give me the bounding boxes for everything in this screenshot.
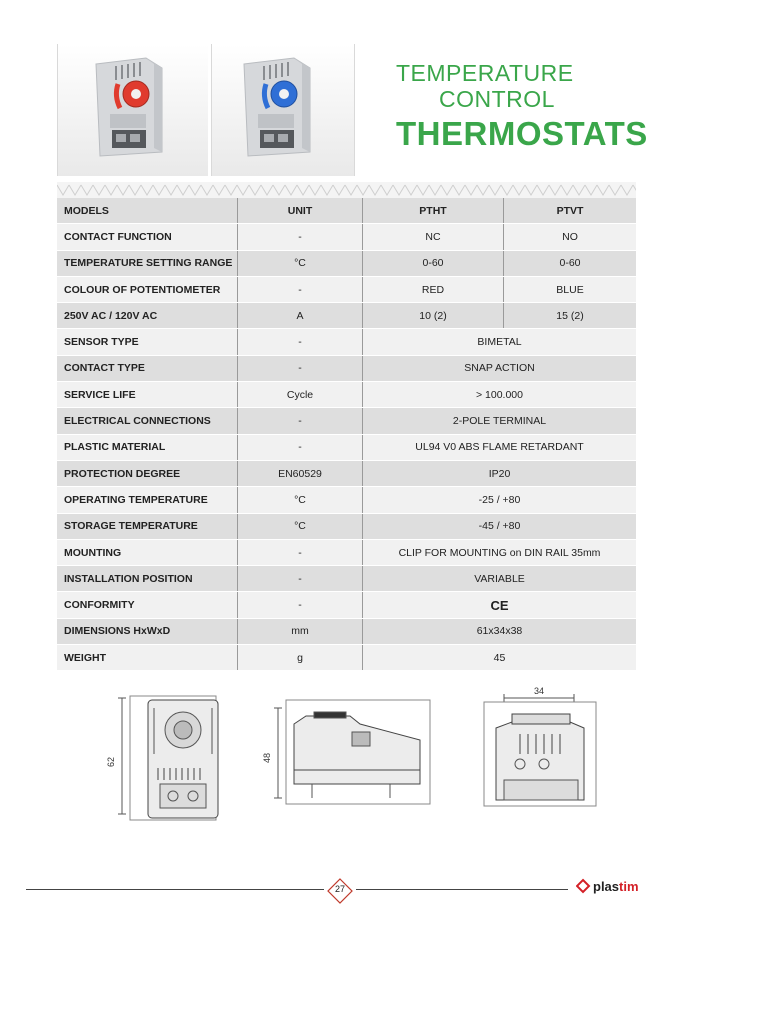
header-ptvt: PTVT <box>504 198 637 224</box>
row-value: 61x34x38 <box>363 618 637 644</box>
product-photo-red <box>57 44 208 176</box>
table-row <box>57 460 636 486</box>
footer-rule-left <box>26 889 324 890</box>
row-label: TEMPERATURE SETTING RANGE <box>57 250 238 276</box>
table-row <box>57 645 636 671</box>
row-label: COLOUR OF POTENTIOMETER <box>57 276 238 302</box>
decorative-zigzag-strip <box>57 182 636 198</box>
title-line-2: CONTROL <box>439 86 555 112</box>
row-label: CONFORMITY <box>57 592 238 618</box>
table-row <box>57 539 636 565</box>
row-value-ptht: RED <box>363 276 504 302</box>
row-value: VARIABLE <box>363 566 637 592</box>
row-value: CE <box>363 592 637 618</box>
row-unit: °C <box>238 487 363 513</box>
table-row <box>57 250 636 276</box>
table-row <box>57 224 636 250</box>
row-label: SERVICE LIFE <box>57 382 238 408</box>
row-unit: - <box>238 539 363 565</box>
page-title <box>396 60 648 156</box>
table-row <box>57 408 636 434</box>
page-number: 27 <box>334 884 345 894</box>
row-label: DIMENSIONS HxWxD <box>57 618 238 644</box>
row-unit: °C <box>238 513 363 539</box>
row-value-ptvt: BLUE <box>504 276 637 302</box>
table-row <box>57 487 636 513</box>
technical-drawings <box>100 684 600 834</box>
row-label: INSTALLATION POSITION <box>57 566 238 592</box>
row-value-ptht: 0-60 <box>363 250 504 276</box>
table-header-row <box>57 198 636 224</box>
table-row <box>57 618 636 644</box>
front-view-drawing <box>118 696 218 820</box>
row-unit: EN60529 <box>238 460 363 486</box>
svg-text:plastim: plastim <box>593 879 639 894</box>
depth-dimension-label: 48 <box>262 752 272 764</box>
row-value-ptvt: 0-60 <box>504 250 637 276</box>
row-unit: g <box>238 645 363 671</box>
row-value: SNAP ACTION <box>363 355 637 381</box>
table-row <box>57 355 636 381</box>
row-unit: - <box>238 329 363 355</box>
row-unit: - <box>238 224 363 250</box>
row-unit: - <box>238 408 363 434</box>
row-label: STORAGE TEMPERATURE <box>57 513 238 539</box>
specifications-table <box>57 198 636 671</box>
row-unit: - <box>238 434 363 460</box>
title-line-3: THERMOSTATS <box>396 115 648 152</box>
row-label: 250V AC / 120V AC <box>57 303 238 329</box>
row-value: -25 / +80 <box>363 487 637 513</box>
width-dimension-label: 34 <box>533 686 545 696</box>
row-unit: - <box>238 355 363 381</box>
row-label: PLASTIC MATERIAL <box>57 434 238 460</box>
page-number-badge <box>327 878 353 904</box>
row-value-ptht: 10 (2) <box>363 303 504 329</box>
title-line-1: TEMPERATURE <box>396 60 574 86</box>
plastim-logo <box>576 876 668 898</box>
row-value: BIMETAL <box>363 329 637 355</box>
table-row <box>57 382 636 408</box>
row-label: ELECTRICAL CONNECTIONS <box>57 408 238 434</box>
row-label: SENSOR TYPE <box>57 329 238 355</box>
header-unit: UNIT <box>238 198 363 224</box>
header-ptht: PTHT <box>363 198 504 224</box>
row-label: MOUNTING <box>57 539 238 565</box>
row-label: CONTACT FUNCTION <box>57 224 238 250</box>
row-value: 45 <box>363 645 637 671</box>
header-models: MODELS <box>57 198 238 224</box>
row-value: > 100.000 <box>363 382 637 408</box>
row-unit: - <box>238 276 363 302</box>
end-view-drawing <box>484 694 596 806</box>
product-photo-blue <box>211 44 355 176</box>
row-label: PROTECTION DEGREE <box>57 460 238 486</box>
row-value: 2-POLE TERMINAL <box>363 408 637 434</box>
row-value-ptvt: NO <box>504 224 637 250</box>
footer-rule-right <box>356 889 568 890</box>
row-value: -45 / +80 <box>363 513 637 539</box>
row-unit: °C <box>238 250 363 276</box>
row-label: CONTACT TYPE <box>57 355 238 381</box>
row-value: IP20 <box>363 460 637 486</box>
row-label: OPERATING TEMPERATURE <box>57 487 238 513</box>
row-value: CLIP FOR MOUNTING on DIN RAIL 35mm <box>363 539 637 565</box>
row-unit: Cycle <box>238 382 363 408</box>
row-value: UL94 V0 ABS FLAME RETARDANT <box>363 434 637 460</box>
table-row <box>57 303 636 329</box>
table-row <box>57 434 636 460</box>
row-unit: mm <box>238 618 363 644</box>
table-row <box>57 329 636 355</box>
row-unit: A <box>238 303 363 329</box>
table-row <box>57 276 636 302</box>
row-label: WEIGHT <box>57 645 238 671</box>
row-value-ptvt: 15 (2) <box>504 303 637 329</box>
table-row <box>57 513 636 539</box>
row-value-ptht: NC <box>363 224 504 250</box>
row-unit: - <box>238 592 363 618</box>
table-row <box>57 592 636 618</box>
side-view-drawing <box>274 700 430 804</box>
height-dimension-label: 62 <box>106 756 116 768</box>
row-unit: - <box>238 566 363 592</box>
table-row <box>57 566 636 592</box>
